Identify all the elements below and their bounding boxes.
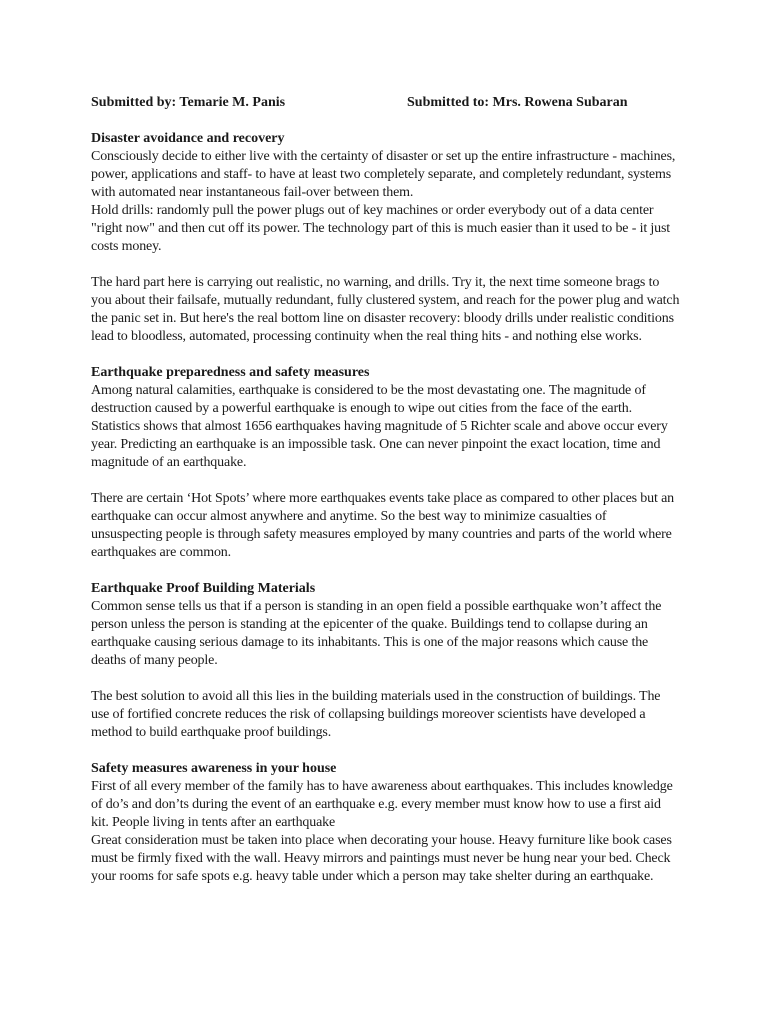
submitted-to: Submitted to: Mrs. Rowena Subaran [407,95,628,110]
section-title: Earthquake preparedness and safety measures [91,365,370,380]
section-title: Earthquake Proof Building Materials [91,581,316,596]
paragraph: The best solution to avoid all this lies in the building materials used in the construction of buildings. The use of fortified concrete reduces the risk of collapsing buildings moreover scientists have developed a method to build earthquake proof buildings. [91,689,661,740]
section-disaster-recovery [91,130,681,346]
section-house-safety [91,760,681,886]
document-page [91,94,681,904]
paragraph: Hold drills: randomly pull the power plugs out of key machines or order everybody out of a data center "right now" and then cut off its power. The technology part of this is much easier than it used to be - it just costs money. [91,203,671,254]
paragraph: Common sense tells us that if a person is standing in an open field a possible earthquake won’t affect the person unless the person is standing at the epicenter of the quake. Buildings tend to collapse during an earthquake causing serious damage to its inhabitants. This is one of the major reasons which cause the deaths of many people. [91,599,662,668]
section-earthquake-preparedness [91,364,681,562]
section-title: Safety measures awareness in your house [91,761,337,776]
paragraph: Consciously decide to either live with the certainty of disaster or set up the entire infrastructure - machines, power, applications and staff- to have at least two completely separate, and completely redundant, systems with automated near instantaneous fail-over between them. [91,149,676,200]
paragraph: Among natural calamities, earthquake is considered to be the most devastating one. The magnitude of destruction caused by a powerful earthquake is enough to wipe out cities from the face of the earth. Statistics shows that almost 1656 earthquakes having magnitude of 5 Richter scale and above occur every year. Predicting an earthquake is an impossible task. One can never pinpoint the exact location, time and magnitude of an earthquake. [91,383,668,470]
paragraph: First of all every member of the family has to have awareness about earthquakes. This includes knowledge of do’s and don’ts during the event of an earthquake e.g. every member must know how to use a first aid kit. People living in tents after an earthquake [91,779,673,830]
submission-header [91,94,681,112]
section-title: Disaster avoidance and recovery [91,131,285,146]
section-building-materials [91,580,681,742]
paragraph: The hard part here is carrying out realistic, no warning, and drills. Try it, the next time someone brags to you about their failsafe, mutually redundant, fully clustered system, and reach for the power plug and watch the panic set in. But here's the real bottom line on disaster recovery: bloody drills under realistic conditions lead to bloodless, automated, processing continuity when the real thing hits - and nothing else works. [91,275,680,344]
submitted-by: Submitted by: Temarie M. Panis [91,95,286,110]
paragraph: Great consideration must be taken into place when decorating your house. Heavy furniture like book cases must be firmly fixed with the wall. Heavy mirrors and paintings must never be hung near your bed. Check your rooms for safe spots e.g. heavy table under which a person may take shelter during an earthquake. [91,833,672,884]
paragraph: There are certain ‘Hot Spots’ where more earthquakes events take place as compared to other places but an earthquake can occur almost anywhere and anytime. So the best way to minimize casualties of unsuspecting people is through safety measures employed by many countries and parts of the world where earthquakes are common. [91,491,675,560]
